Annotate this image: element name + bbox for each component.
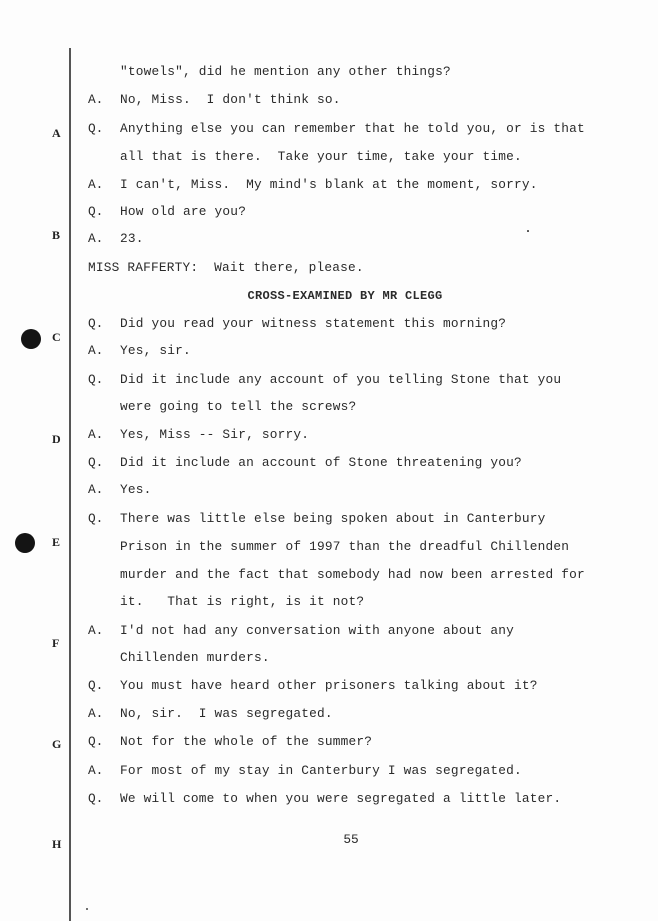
question-marker: Q. — [88, 455, 104, 470]
margin-letter-h: H — [52, 837, 62, 851]
transcript-line: For most of my stay in Canterbury I was segregated. — [120, 763, 522, 778]
transcript-line: murder and the fact that somebody had now been arrested for — [120, 567, 585, 582]
transcript-line: How old are you? — [120, 204, 247, 219]
question-marker: Q. — [88, 372, 104, 387]
transcript-line: No, sir. I was segregated. — [120, 706, 333, 721]
question-marker: Q. — [88, 316, 104, 331]
question-marker: Q. — [88, 678, 104, 693]
transcript-line: Did it include any account of you telling Stone that you — [120, 372, 562, 387]
margin-letter-d: D — [52, 432, 61, 446]
answer-marker: A. — [88, 231, 104, 246]
margin-letter-g: G — [52, 737, 62, 751]
transcript-line: Did you read your witness statement this morning? — [120, 316, 507, 331]
question-marker: Q. — [88, 791, 104, 806]
answer-marker: A. — [88, 623, 104, 638]
transcript-line: 23. — [120, 231, 144, 246]
punch-hole-lower — [15, 533, 35, 553]
question-marker: Q. — [88, 734, 104, 749]
answer-marker: A. — [88, 177, 104, 192]
answer-marker: A. — [88, 482, 104, 497]
transcript-line: Chillenden murders. — [120, 650, 270, 665]
transcript-line: were going to tell the screws? — [120, 399, 357, 414]
transcript-line: Not for the whole of the summer? — [120, 734, 373, 749]
transcript-line: "towels", did he mention any other things? — [120, 64, 451, 79]
answer-marker: A. — [88, 343, 104, 358]
speaker-line: MISS RAFFERTY: Wait there, please. — [88, 260, 364, 275]
margin-letter-c: C — [52, 330, 61, 344]
answer-marker: A. — [88, 427, 104, 442]
transcript-line: Did it include an account of Stone threatening you? — [120, 455, 522, 470]
transcript-line: No, Miss. I don't think so. — [120, 92, 341, 107]
answer-marker: A. — [88, 763, 104, 778]
scan-speck — [527, 230, 529, 232]
transcript-line: Anything else you can remember that he told you, or is that — [120, 121, 585, 136]
transcript-line: Yes, sir. — [120, 343, 191, 358]
scan-speck — [86, 908, 88, 910]
transcript-line: I'd not had any conversation with anyone about any — [120, 623, 514, 638]
answer-marker: A. — [88, 706, 104, 721]
transcript-line: Prison in the summer of 1997 than the dreadful Chillenden — [120, 539, 570, 554]
margin-letter-e: E — [52, 535, 61, 549]
punch-hole-upper — [21, 329, 41, 349]
transcript-line: Yes. — [120, 482, 152, 497]
question-marker: Q. — [88, 121, 104, 136]
margin-letter-b: B — [52, 228, 61, 242]
page-number: 55 — [343, 832, 359, 847]
margin-letter-a: A — [52, 126, 61, 140]
cross-examination-heading: CROSS-EXAMINED BY MR CLEGG — [247, 289, 443, 303]
question-marker: Q. — [88, 511, 104, 526]
question-marker: Q. — [88, 204, 104, 219]
margin-rule — [69, 48, 71, 921]
transcript-line: I can't, Miss. My mind's blank at the moment, sorry. — [120, 177, 538, 192]
answer-marker: A. — [88, 92, 104, 107]
margin-letter-f: F — [52, 636, 60, 650]
transcript-line: it. That is right, is it not? — [120, 594, 365, 609]
transcript-line: Yes, Miss -- Sir, sorry. — [120, 427, 310, 442]
transcript-line: We will come to when you were segregated a little later. — [120, 791, 562, 806]
transcript-line: You must have heard other prisoners talking about it? — [120, 678, 538, 693]
transcript-line: all that is there. Take your time, take your time. — [120, 149, 522, 164]
transcript-line: There was little else being spoken about in Canterbury — [120, 511, 546, 526]
